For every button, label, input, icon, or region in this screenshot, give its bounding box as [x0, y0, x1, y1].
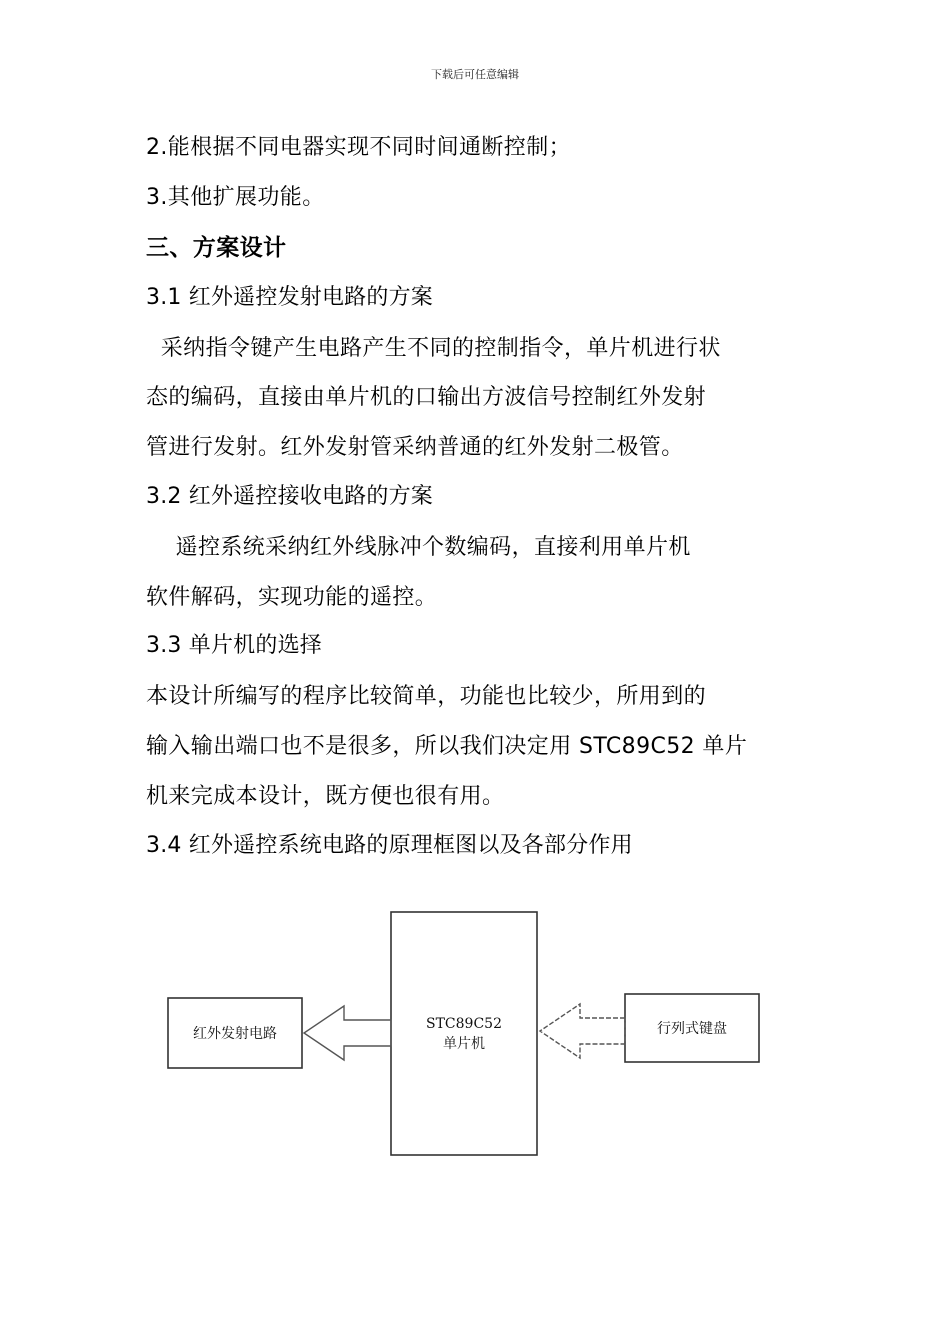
- paragraph-line: 本设计所编写的程序比较简单，功能也比较少，所用到的: [146, 684, 707, 709]
- keypad-label: 行列式键盘: [657, 1021, 727, 1037]
- left-arrow-icon: [304, 1006, 391, 1060]
- mcu-box: [391, 912, 537, 1155]
- paragraph-line: 管进行发射。红外发射管采纳普通的红外发射二极管。: [146, 435, 684, 460]
- page-header-note: 下载后可任意编辑: [431, 68, 519, 81]
- mcu-model-label: STC89C52: [426, 1016, 502, 1032]
- section-heading: 三、方案设计: [146, 235, 287, 261]
- right-arrow-icon: [540, 1004, 625, 1058]
- subsection-heading: 3.4 红外遥控系统电路的原理框图以及各部分作用: [146, 833, 633, 858]
- transmit-circuit-label: 红外发射电路: [193, 1026, 277, 1042]
- paragraph-line: 态的编码，直接由单片机的口输出方波信号控制红外发射: [146, 385, 707, 410]
- subsection-heading: 3.2 红外遥控接收电路的方案: [146, 484, 433, 509]
- mcu-type-label: 单片机: [443, 1036, 485, 1052]
- paragraph-line: 遥控系统采纳红外线脉冲个数编码，直接利用单片机: [146, 535, 691, 560]
- subsection-heading: 3.1 红外遥控发射电路的方案: [146, 285, 433, 310]
- paragraph-line: 机来完成本设计，既方便也很有用。: [146, 784, 505, 809]
- paragraph-line: 3.其他扩展功能。: [146, 185, 325, 210]
- paragraph-line: 2.能根据不同电器实现不同时间通断控制；: [146, 135, 571, 160]
- paragraph-line: 输入输出端口也不是很多，所以我们决定用 STC89C52 单片: [146, 734, 748, 759]
- paragraph-line: 采纳指令键产生电路产生不同的控制指令，单片机进行状: [146, 336, 721, 361]
- subsection-heading: 3.3 单片机的选择: [146, 633, 322, 658]
- paragraph-line: 软件解码，实现功能的遥控。: [146, 585, 438, 610]
